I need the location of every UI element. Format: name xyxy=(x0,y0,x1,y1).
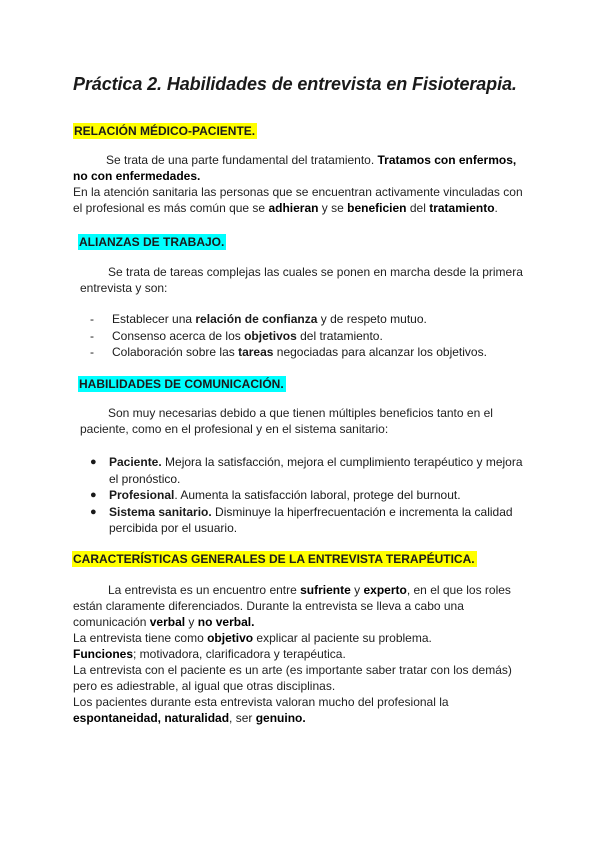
list-item: - Consenso acerca de los objetivos del tratamiento. xyxy=(90,328,383,343)
relacion-paragraph-1: Se trata de una parte fundamental del tratamiento. Tratamos con enfermos, no con enfermedades. xyxy=(73,153,517,183)
heading-highlight: HABILIDADES DE COMUNICACIÓN. xyxy=(79,377,284,391)
caracteristicas-paragraph-5: Los pacientes durante esta entrevista valoran mucho del profesional la espontaneidad, naturalidad, ser genuino. xyxy=(73,695,449,725)
caracteristicas-paragraph-3: Funciones; motivadora, clarificadora y terapéutica. xyxy=(73,647,346,661)
caracteristicas-paragraph-4: La entrevista con el paciente es un arte (es importante saber tratar con los demás) pero es adiestrable, al igual que otras disciplinas. xyxy=(73,663,512,693)
list-item: ● Paciente. Mejora la satisfacción, mejora el cumplimiento terapéutico y mejora el pronóstico. xyxy=(90,455,523,486)
relacion-paragraph-2: En la atención sanitaria las personas que se encuentran activamente vinculadas con el profesional es más común que se adhieran y se beneficien del tratamiento. xyxy=(73,185,523,215)
alianzas-intro: Se trata de tareas complejas las cuales se ponen en marcha desde la primera entrevista y son: xyxy=(80,265,523,295)
heading-highlight: CARACTERÍSTICAS GENERALES DE LA ENTREVISTA TERAPÉUTICA. xyxy=(73,552,475,566)
list-item: ● Profesional. Aumenta la satisfacción laboral, protege del burnout. xyxy=(90,488,461,502)
list-item: - Colaboración sobre las tareas negociadas para alcanzar los objetivos. xyxy=(90,345,487,359)
section-heading-relacion xyxy=(73,122,257,140)
caracteristicas-paragraph-2: La entrevista tiene como objetivo explicar al paciente su problema. xyxy=(73,631,432,645)
section-heading-caracteristicas xyxy=(72,550,477,568)
alianzas-list xyxy=(90,311,530,361)
caracteristicas-paragraph-1: La entrevista es un encuentro entre sufriente y experto, en el que los roles están claramente diferenciados. Durante la entrevista se lleva a cabo una comunicación verbal y no verbal. xyxy=(73,583,511,629)
heading-highlight: ALIANZAS DE TRABAJO. xyxy=(79,235,225,249)
page-title: Práctica 2. Habilidades de entrevista en Fisioterapia. xyxy=(73,74,517,94)
section-heading-alianzas xyxy=(78,233,226,251)
list-item: - Establecer una relación de confianza y de respeto mutuo. xyxy=(90,312,427,326)
list-item: ● Sistema sanitario. Disminuye la hiperfrecuentación e incrementa la calidad percibida por el usuario. xyxy=(90,504,513,535)
section-heading-habilidades xyxy=(78,375,286,393)
habilidades-list xyxy=(87,454,532,537)
heading-highlight: RELACIÓN MÉDICO-PACIENTE. xyxy=(74,124,256,138)
habilidades-intro: Son muy necesarias debido a que tienen múltiples beneficios tanto en el paciente, como en el profesional y en el sistema sanitario: xyxy=(80,406,493,436)
